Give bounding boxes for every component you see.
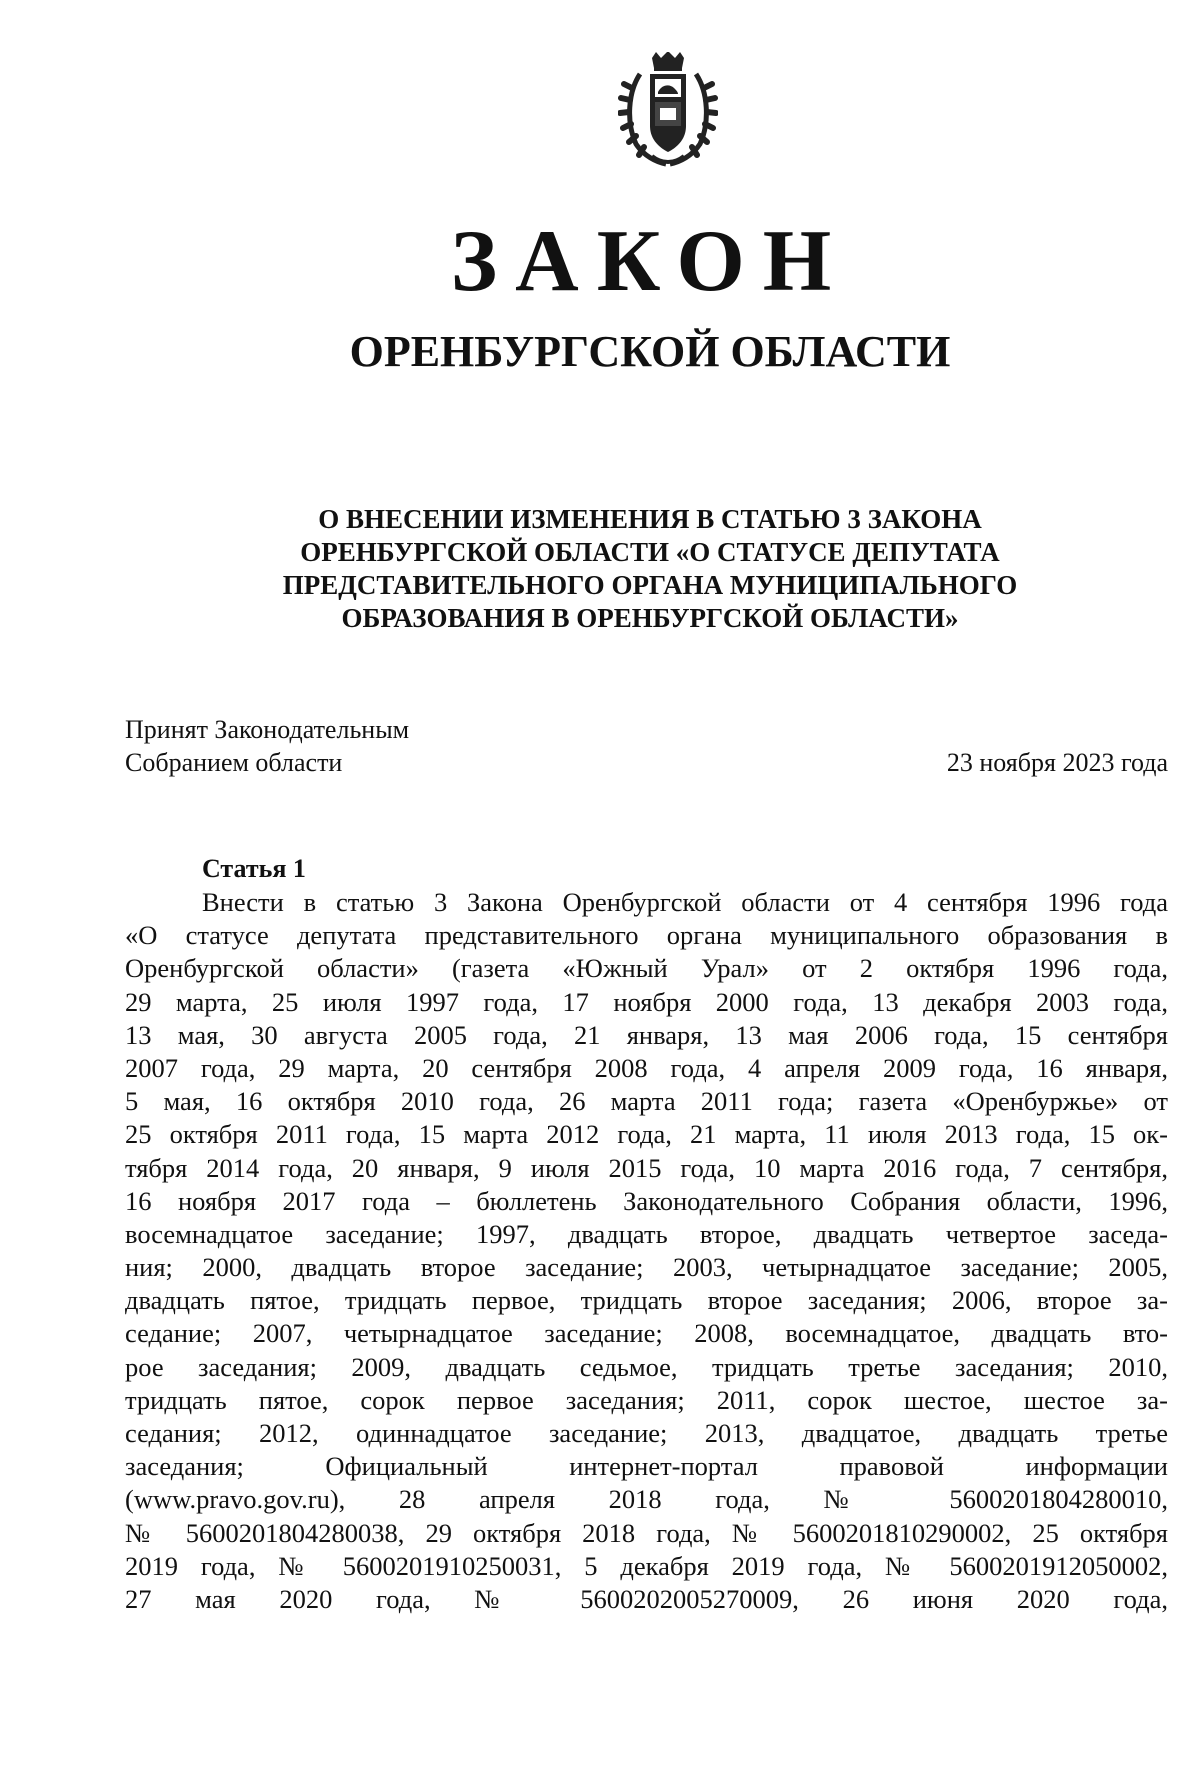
article-line: 27 мая 2020 года, № 5600202005270009, 26 июня 2020 года,: [125, 1583, 1168, 1614]
article-line: 13 мая, 30 августа 2005 года, 21 января, 13 мая 2006 года, 15 сентября: [125, 1019, 1168, 1050]
article-line: «О статусе депутата представительного органа муниципального образования в: [125, 920, 1168, 951]
article-line: ния; 2000, двадцать второе заседание; 2003, четырнадцатое заседание; 2005,: [125, 1252, 1168, 1283]
coat-of-arms-emblem: [618, 52, 718, 168]
article-line: 2019 года, № 5600201910250031, 5 декабря 2019 года, № 5600201912050002,: [125, 1550, 1168, 1581]
article-line: восемнадцатое заседание; 1997, двадцать второе, двадцать четвертое заседа-: [125, 1218, 1168, 1249]
adoption-line: Принят Законодательным: [125, 715, 410, 744]
law-subject: [130, 503, 1170, 635]
article-heading: Статья 1: [202, 854, 306, 883]
law-title: ЗАКОН: [450, 213, 850, 310]
subject-line: ПРЕДСТАВИТЕЛЬНОГО ОРГАНА МУНИЦИПАЛЬНОГО: [282, 570, 1018, 600]
article-line: Оренбургской области» (газета «Южный Урал» от 2 октября 1996 года,: [125, 953, 1168, 984]
article-line: тября 2014 года, 20 января, 9 июля 2015 года, 10 марта 2016 года, 7 сентября,: [125, 1152, 1168, 1183]
adoption-line: Собранием области: [125, 748, 343, 777]
article-line: 16 ноября 2017 года – бюллетень Законодательного Собрания области, 1996,: [125, 1185, 1168, 1216]
article-line: 29 марта, 25 июля 1997 года, 17 ноября 2000 года, 13 декабря 2003 года,: [125, 986, 1168, 1017]
article-line: Внести в статью 3 Закона Оренбургской области от 4 сентября 1996 года: [202, 887, 1168, 917]
article-line: двадцать пятое, тридцать первое, тридцать второе заседания; 2006, второе за-: [125, 1285, 1168, 1316]
article-line: седания; 2012, одиннадцатое заседание; 2013, двадцатое, двадцать третье: [125, 1418, 1168, 1448]
subject-line: ОРЕНБУРГСКОЙ ОБЛАСТИ «О СТАТУСЕ ДЕПУТАТА: [300, 537, 1000, 567]
subject-line: О ВНЕСЕНИИ ИЗМЕНЕНИЯ В СТАТЬЮ 3 ЗАКОНА: [318, 504, 982, 534]
article-line: рое заседания; 2009, двадцать седьмое, тридцать третье заседания; 2010,: [125, 1351, 1168, 1382]
article-line: заседания; Официальный интернет-портал правовой информации: [125, 1451, 1168, 1482]
article-line: седание; 2007, четырнадцатое заседание; 2008, восемнадцатое, двадцать вто-: [125, 1318, 1168, 1349]
article-line: 5 мая, 16 октября 2010 года, 26 марта 2011 года; газета «Оренбуржье» от: [125, 1086, 1168, 1117]
adoption-date: 23 ноября 2023 года: [946, 748, 1168, 777]
article-line: № 5600201804280038, 29 октября 2018 года, № 5600201810290002, 25 октября: [125, 1517, 1168, 1548]
article-line: тридцать пятое, сорок первое заседания; 2011, сорок шестое, шестое за-: [125, 1384, 1168, 1415]
article-line: 25 октября 2011 года, 15 марта 2012 года, 21 марта, 11 июля 2013 года, 15 ок-: [125, 1119, 1168, 1150]
subject-line: ОБРАЗОВАНИЯ В ОРЕНБУРГСКОЙ ОБЛАСТИ»: [341, 603, 959, 633]
article-line: (www.pravo.gov.ru), 28 апреля 2018 года, № 5600201804280010,: [125, 1484, 1168, 1515]
article-body: [125, 886, 1168, 1616]
article-line: 2007 года, 29 марта, 20 сентября 2008 года, 4 апреля 2009 года, 16 января,: [125, 1052, 1168, 1083]
region-title: ОРЕНБУРГСКОЙ ОБЛАСТИ: [349, 327, 951, 376]
adoption-statement: [125, 713, 409, 779]
